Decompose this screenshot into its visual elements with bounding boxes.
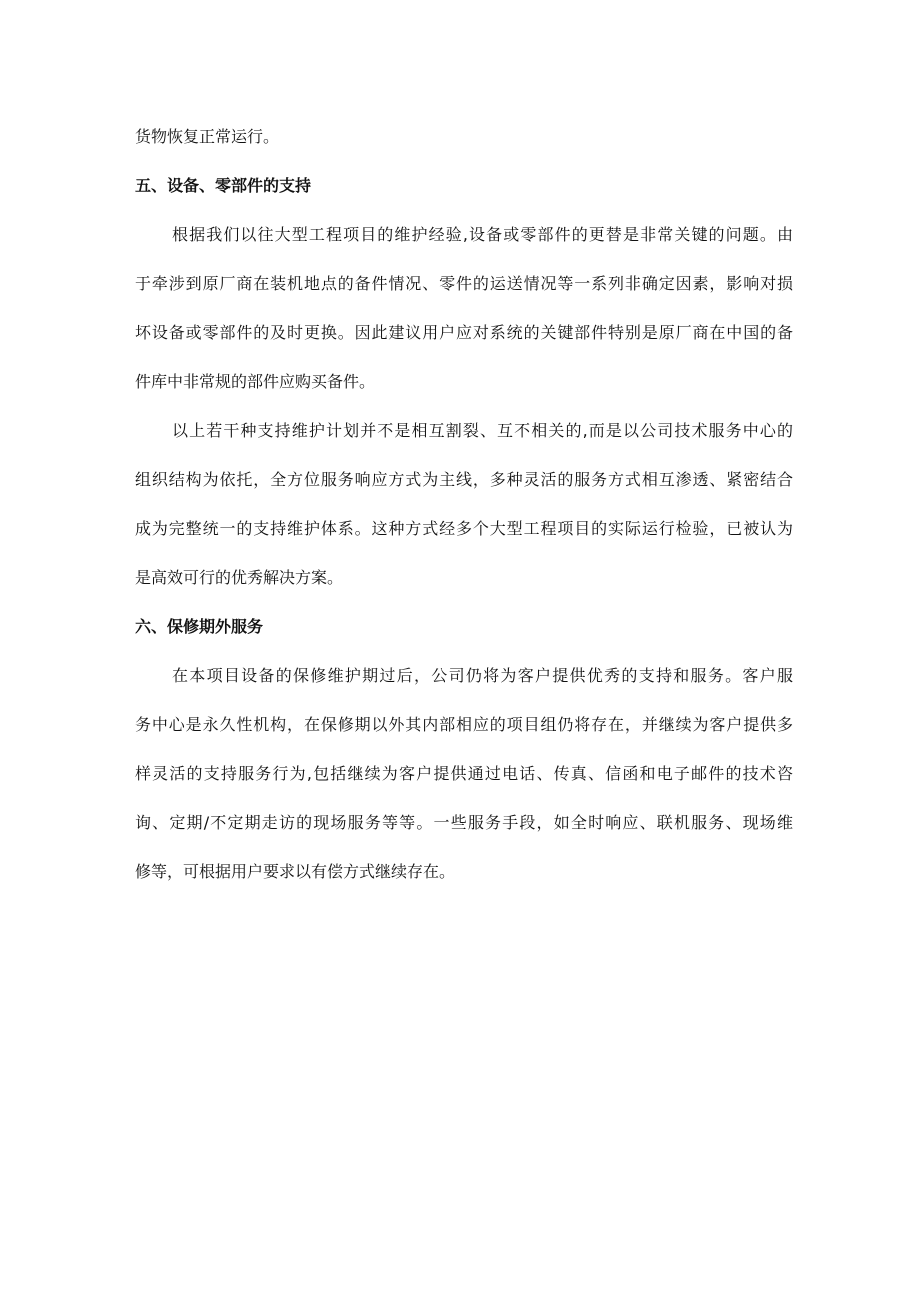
paragraph-line: 货物恢复正常运行。	[135, 127, 280, 146]
paragraph-line: 在本项目设备的保修维护期过后，公司仍将为客户提供优秀的支持和服务。客户服	[172, 666, 793, 685]
paragraph-line: 修等，可根据用户要求以有偿方式继续存在。	[135, 862, 456, 881]
paragraph-line: 根据我们以往大型工程项目的维护经验,设备或零部件的更替是非常关键的问题。由	[172, 225, 793, 244]
paragraph-line: 组织结构为依托，全方位服务响应方式为主线，多种灵活的服务方式相互渗透、紧密结合	[135, 470, 793, 489]
section6-paragraph-1	[135, 651, 793, 896]
paragraph-line: 成为完整统一的支持维护体系。这种方式经多个大型工程项目的实际运行检验，已被认为	[135, 519, 793, 538]
paragraph-line: 样灵活的支持服务行为,包括继续为客户提供通过电话、传真、信函和电子邮件的技术咨	[135, 764, 793, 783]
section-heading-5: 五、设备、零部件的支持	[135, 176, 312, 195]
paragraph-line: 坏设备或零部件的及时更换。因此建议用户应对系统的关键部件特别是原厂商在中国的备	[135, 323, 793, 342]
paragraph-line: 于牵涉到原厂商在装机地点的备件情况、零件的运送情况等一系列非确定因素，影响对损	[135, 274, 793, 293]
paragraph-line: 务中心是永久性机构，在保修期以外其内部相应的项目组仍将存在，并继续为客户提供多	[135, 715, 793, 734]
paragraph-line: 以上若干种支持维护计划并不是相互割裂、互不相关的,而是以公司技术服务中心的	[172, 421, 793, 440]
paragraph-line: 是高效可行的优秀解决方案。	[135, 568, 344, 587]
section5-paragraph-1	[135, 210, 793, 406]
paragraph-line: 件库中非常规的部件应购买备件。	[135, 372, 376, 391]
section5-paragraph-2	[135, 406, 793, 602]
section-heading-6: 六、保修期外服务	[135, 617, 264, 636]
document-body	[135, 112, 793, 896]
paragraph-line: 询、定期/不定期走访的现场服务等等。一些服务手段，如全时响应、联机服务、现场维	[135, 813, 793, 832]
